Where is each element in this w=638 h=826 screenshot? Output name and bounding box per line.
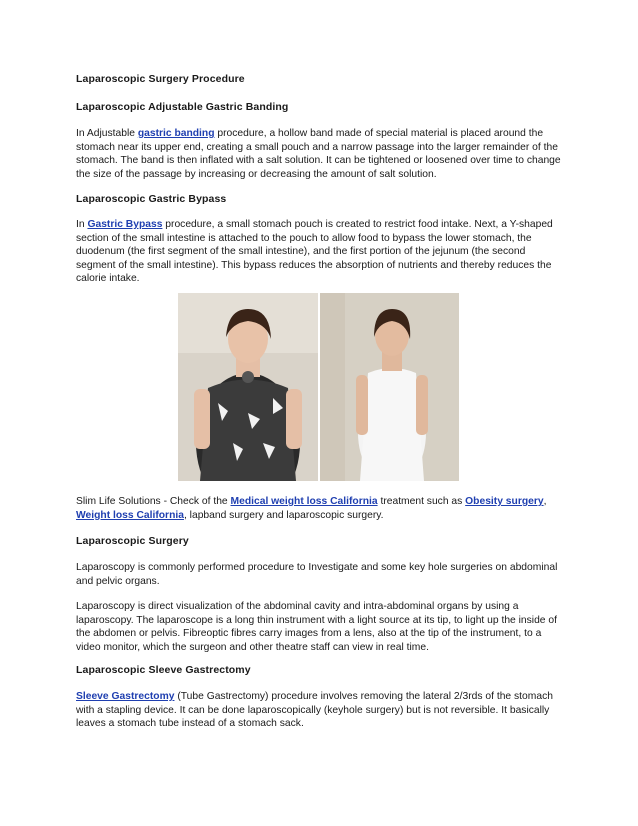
- text: ,: [543, 496, 547, 507]
- paragraph-gastric-bypass: [76, 218, 564, 286]
- before-photo-image: [178, 293, 318, 481]
- text: (Tube Gastrectomy) procedure involves removing the lateral 2/3rds of the stomach with a stapling device. It can be done laparoscopically (keyhole surgery) but is not reversible. It basically leaves a stomach tube instead of a stomach sack.: [76, 691, 553, 730]
- paragraph-sleeve-gastrectomy: [76, 690, 564, 731]
- heading-laparoscopic-surgery: Laparoscopic Surgery: [76, 535, 189, 547]
- paragraph-promo: [76, 495, 564, 522]
- document-title: Laparoscopic Surgery Procedure: [76, 73, 245, 85]
- heading-gastric-bypass: Laparoscopic Gastric Bypass: [76, 193, 227, 205]
- text: Slim Life Solutions - Check of the: [76, 496, 231, 507]
- before-photo: [178, 293, 318, 481]
- link-weight-loss-california[interactable]: Weight loss California: [76, 509, 184, 521]
- after-photo: [320, 293, 459, 481]
- heading-sleeve-gastrectomy: Laparoscopic Sleeve Gastrectomy: [76, 664, 251, 676]
- text: treatment such as: [377, 496, 466, 507]
- link-obesity-surgery[interactable]: Obesity surgery: [465, 496, 544, 507]
- text: procedure, a small stomach pouch is created to restrict food intake. Next, a Y-shaped section of the small intestine is attached to the pouch to allow food to bypass the lower stomach, the duodenum (the first segment of the small intestine), and the first portion of the jejunum (the second segment of the small intestine). This bypass reduces the absorption of nutrients and thereby reduces the calorie intake.: [76, 219, 553, 285]
- paragraph-laparoscopy-intro: Laparoscopy is commonly performed procedure to Investigate and some key hole surgeries on abdominal and pelvic organs.: [76, 562, 558, 587]
- link-gastric-banding[interactable]: gastric banding: [137, 128, 215, 139]
- text: , lapband surgery and laparoscopic surgery.: [183, 509, 384, 521]
- text: procedure, a hollow band made of special material is placed around the stomach near its upper end, creating a small pouch and a narrow passage into the larger remainder of the stomach. The band is then inflated with a salt solution. It can be tightened or loosened over time to change the size of the passage by increasing or decreasing the amount of salt solution.: [76, 128, 561, 180]
- paragraph-laparoscopy-detail: Laparoscopy is direct visualization of the abdominal cavity and intra-abdominal organs by using a laparoscopy. The laparoscope is a long thin instrument with a light source at its tip, to light up the inside of the abdomen or pelvis. Fibreoptic fibres carry images from a lens, also at the tip of the instrument, to a video monitor, which the surgeon and other theatre staff can view in real time.: [76, 601, 557, 653]
- paragraph-gastric-banding: [76, 127, 564, 181]
- link-medical-weight-loss-california[interactable]: Medical weight loss California: [230, 496, 378, 507]
- text: In Adjustable: [76, 128, 138, 139]
- after-photo-image: [320, 293, 459, 481]
- heading-gastric-banding: Laparoscopic Adjustable Gastric Banding: [76, 101, 289, 113]
- link-sleeve-gastrectomy[interactable]: Sleeve Gastrectomy: [76, 691, 175, 702]
- text: In: [76, 219, 88, 230]
- link-gastric-bypass[interactable]: Gastric Bypass: [87, 219, 163, 230]
